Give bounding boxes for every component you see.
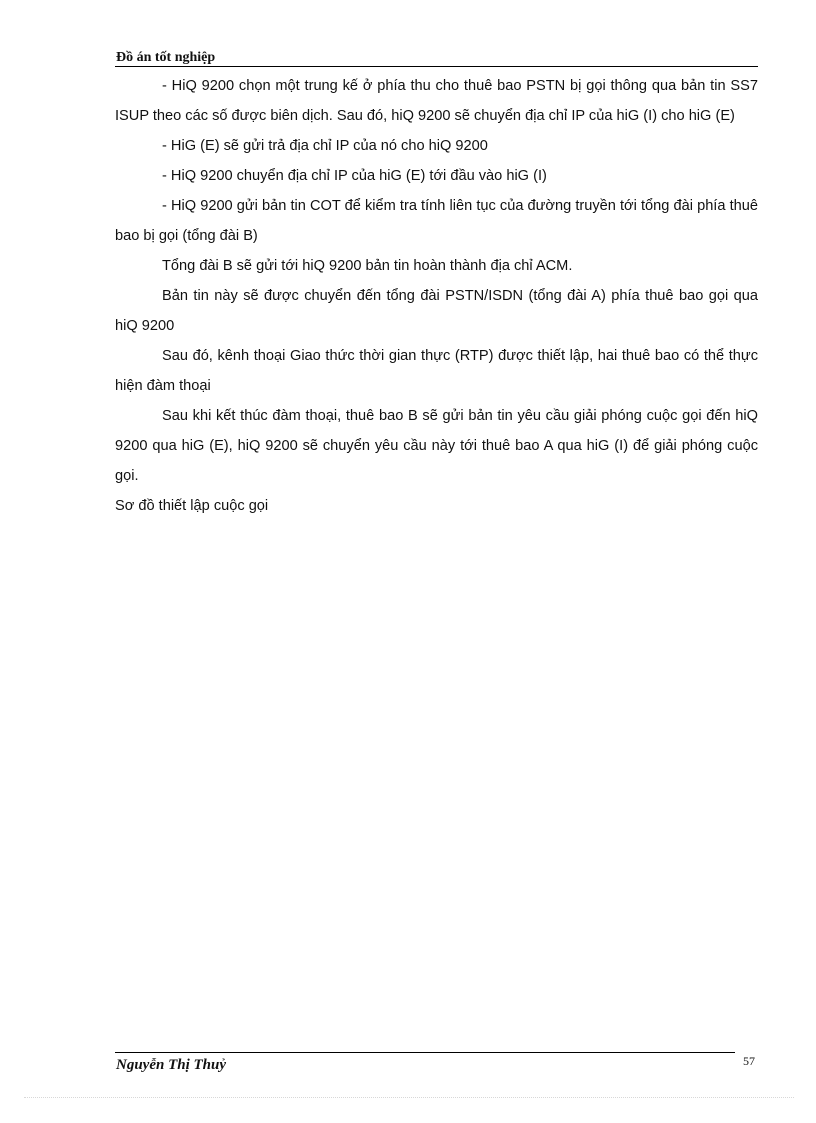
paragraph-select-trunk: - HiQ 9200 chọn một trung kế ở phía thu cho thuê bao PSTN bị gọi thông qua bản tin SS7 ISUP theo các số được biên dịch. Sau đó, hiQ 9200 sẽ chuyển địa chỉ IP của hiG (I) cho hiG (E): [115, 78, 758, 124]
paragraph-acm: Tổng đài B sẽ gửi tới hiQ 9200 bản tin hoàn thành địa chỉ ACM.: [162, 258, 573, 274]
footer-author: Nguyễn Thị Thuỷ: [116, 1057, 227, 1073]
document-header-title: Đồ án tốt nghiệp: [116, 50, 216, 65]
paragraph-send-cot: - HiQ 9200 gửi bản tin COT để kiểm tra tính liên tục của đường truyền tới tổng đài phía thuê bao bị gọi (tổng đài B): [115, 198, 758, 244]
header-rule: [115, 66, 758, 67]
document-body: [115, 71, 758, 521]
page-edge-divider: [24, 1097, 794, 1098]
footer-rule: [115, 1052, 735, 1053]
paragraph-call-release: Sau khi kết thúc đàm thoại, thuê bao B sẽ gửi bản tin yêu cầu giải phóng cuộc gọi đến hiQ 9200 qua hiG (E), hiQ 9200 sẽ chuyển yêu cầu này tới thuê bao A qua hiG (I) để giải phóng cuộc gọi.: [115, 408, 758, 484]
paragraph-forward-acm: Bản tin này sẽ được chuyển đến tổng đài PSTN/ISDN (tổng đài A) phía thuê bao gọi qua hiQ 9200: [115, 288, 758, 334]
page-number: 57: [743, 1054, 755, 1068]
paragraph-hig-e-returns-ip: - HiG (E) sẽ gửi trả địa chỉ IP của nó cho hiQ 9200: [162, 138, 488, 154]
section-caption: Sơ đồ thiết lập cuộc gọi: [115, 498, 269, 514]
paragraph-forward-ip: - HiQ 9200 chuyển địa chỉ IP của hiG (E) tới đầu vào hiG (I): [162, 168, 547, 184]
paragraph-rtp-established: Sau đó, kênh thoại Giao thức thời gian thực (RTP) được thiết lập, hai thuê bao có thể thực hiện đàm thoại: [115, 348, 758, 394]
